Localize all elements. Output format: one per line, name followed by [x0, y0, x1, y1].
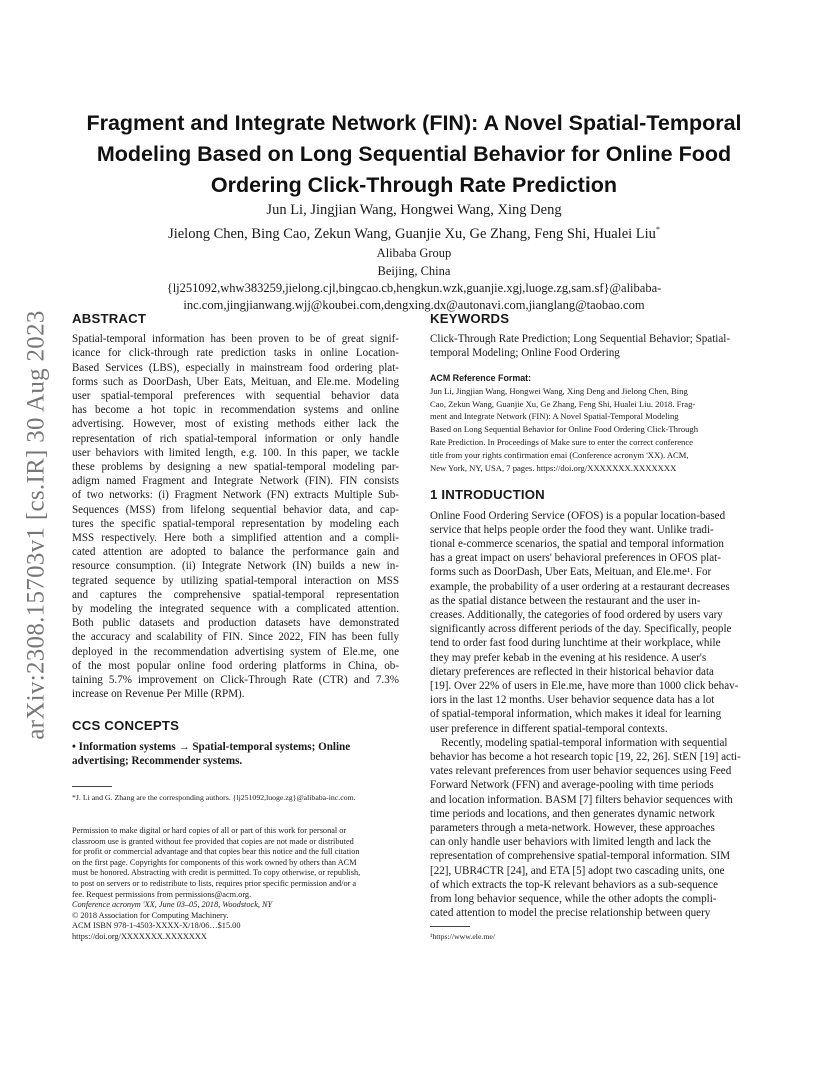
- right-column: [430, 312, 757, 942]
- url-footnote: [430, 926, 757, 942]
- email-line-2: inc.com,jingjianwang.wjj@koubei.com,dengxing.dx@autonavi.com,jianglang@taobao.com: [183, 297, 645, 312]
- intro-line: representation of comprehensive spatial-temporal information. SIM: [430, 850, 731, 863]
- footnote-rule: [72, 786, 112, 787]
- abstract-line: adigm named Fragment and Integrate Network (FIN). FIN consists: [72, 475, 399, 488]
- abstract-line: tures the specific spatial-temporal representation by modeling each: [72, 517, 399, 530]
- intro-line: has a great impact on users' behavioral preferences in OFOS plat-: [430, 552, 721, 565]
- abstract-line: deployed in the recommendation advertising system of Ele.me, one: [72, 645, 399, 658]
- acm-reference-line: Rate Prediction. In Proceedings of Make sure to enter the correct conference: [430, 437, 693, 447]
- ccs-line: advertising; Recommender systems.: [72, 754, 243, 767]
- intro-line: vates relevant preferences from user behavior sequences using Feed: [430, 765, 732, 778]
- intro-line: dietary preferences are reflected in their historical behavior data: [430, 665, 714, 678]
- email-line-1: {lj251092,whw383259,jielong.cjl,bingcao.cb,hengkun.wzk,guanjie.xgj,luoge.zg,sam.sf}@alibaba-: [166, 280, 662, 295]
- acm-reference-line: Jun Li, Jingjian Wang, Hongwei Wang, Xing Deng and Jielong Chen, Bing: [430, 385, 688, 396]
- intro-line: significantly across different periods of the day. Specifically, people: [430, 623, 732, 636]
- abstract-line: Spatial-temporal information has been proven to be of great signif-: [72, 333, 399, 346]
- intro-line: cated attention to model the precise relationship between query: [430, 907, 711, 920]
- intro-line: Forward Network (FFN) and average-pooling with time periods: [430, 779, 714, 792]
- keywords-line: Click-Through Rate Prediction; Long Sequential Behavior; Spatial-: [430, 333, 731, 346]
- acm-reference-text: [430, 385, 757, 475]
- abstract-line: user spatial-temporal preferences with sequential behavior data: [72, 390, 399, 403]
- abstract-text: [72, 332, 399, 701]
- acm-reference-heading: ACM Reference Format:: [430, 372, 532, 383]
- ccs-text: [72, 740, 399, 768]
- abstract-line: of the most popular online food ordering platforms in China, ob-: [72, 659, 399, 672]
- corresponding-mark: *: [655, 225, 660, 234]
- title-line: Ordering Click-Through Rate Prediction: [210, 173, 618, 197]
- left-column: [72, 312, 399, 943]
- ccs-heading: CCS CONCEPTS: [72, 718, 180, 734]
- ccs-line: • Information systems → Spatial-temporal systems; Online: [72, 740, 351, 753]
- intro-line: service that helps people order the food they want. Unlike tradi-: [430, 523, 714, 536]
- acm-reference-line: Based on Long Sequential Behavior for Online Food Ordering Click-Through: [430, 424, 699, 435]
- permission-line: Permission to make digital or hard copies of all or part of this work for personal or: [72, 826, 347, 836]
- abstract-line: by modeling the integrated sequence with a complicated attention.: [72, 603, 399, 616]
- intro-line: Online Food Ordering Service (OFOS) is a popular location-based: [430, 509, 726, 522]
- permission-line: for profit or commercial advantage and that copies bear this notice and the full citation: [72, 847, 360, 857]
- author-line-2: [60, 220, 768, 244]
- copyright-line: © 2018 Association for Computing Machinery.: [72, 910, 229, 920]
- author-line-1: Jun Li, Jingjian Wang, Hongwei Wang, Xing Deng: [266, 202, 562, 218]
- permission-block: [72, 826, 399, 943]
- intro-line: parameters through a meta-network. However, these approaches: [430, 822, 715, 835]
- intro-line: can only handle user behaviors with limited length and lack the: [430, 836, 711, 849]
- arxiv-identifier: arXiv:2308.15703v1 [cs.IR] 30 Aug 2023: [23, 310, 51, 740]
- abstract-line: of two networks: (i) Fragment Network (FN) extracts Multiple Sub-: [72, 489, 399, 502]
- corresponding-footnote-text: *J. Li and G. Zhang are the corresponding authors. {lj251092,luoge.zg}@alibaba-inc.com.: [72, 793, 356, 803]
- footnote-rule: [430, 926, 470, 927]
- abstract-line: representation of rich spatial-temporal information or only handle: [72, 432, 399, 445]
- permission-line: fee. Request permissions from permissions@acm.org.: [72, 889, 252, 899]
- arxiv-stamp: [12, 290, 62, 760]
- introduction-text: [430, 509, 757, 921]
- author-names: Jielong Chen, Bing Cao, Zekun Wang, Guanjie Xu, Ge Zhang, Feng Shi, Hualei Liu: [168, 225, 656, 242]
- intro-line: iors in the last 12 months. User behavior sequence data has a lot: [430, 694, 715, 707]
- keywords-line: temporal Modeling; Online Food Ordering: [430, 347, 620, 360]
- abstract-line: icance for click-through rate prediction tasks in online Location-: [72, 347, 399, 360]
- url-footnote-text: ¹https://www.ele.me/: [430, 932, 496, 942]
- abstract-heading: ABSTRACT: [72, 311, 147, 326]
- title-line: Fragment and Integrate Network (FIN): A Novel Spatial-Temporal: [86, 111, 742, 135]
- abstract-line: taining 5.7% improvement on Click-Through Rate (CTR) and 7.3%: [72, 674, 399, 687]
- acm-reference-line: title from your rights confirmation emai (Conference acronym 'XX). ACM,: [430, 449, 689, 460]
- permission-line: must be honored. Abstracting with credit is permitted. To copy otherwise, or republish,: [72, 868, 361, 878]
- paper-title: [60, 108, 768, 201]
- abstract-line: Sequences (MSS) from lifelong sequential behavior data, and cap-: [72, 503, 399, 516]
- abstract-line: Based Services (LBS), especially in mainstream food ordering plat-: [72, 361, 399, 374]
- intro-line: tend to order fast food during lunchtime at their workplace, while: [430, 637, 721, 650]
- title-line: Modeling Based on Long Sequential Behavior for Online Food: [96, 142, 732, 166]
- acm-reference-line: Cao, Zekun Wang, Guanjie Xu, Ge Zhang, Feng Shi, Hualei Liu. 2018. Frag-: [430, 398, 696, 409]
- abstract-line: increase on Revenue Per Mille (RPM).: [72, 688, 245, 701]
- abstract-line: the accuracy and scalability of FIN. Since 2022, FIN has been fully: [72, 631, 399, 644]
- permission-line: to post on servers or to redistribute to lists, requires prior specific permission and/or a: [72, 879, 357, 889]
- location: Beijing, China: [377, 263, 451, 278]
- affiliation: Alibaba Group: [376, 245, 452, 260]
- doi-line: https://doi.org/XXXXXXX.XXXXXXX: [72, 932, 207, 942]
- intro-line: time periods and locations, and then generates dynamic network: [430, 807, 715, 820]
- intro-line: [19]. Over 22% of users in Ele.me, have more than 1000 click behav-: [430, 680, 739, 693]
- abstract-line: user behaviors with limited length, e.g. 100. In this paper, we tackle: [72, 446, 399, 459]
- abstract-line: forms such as DoorDash, Uber Eats, Meituan, and Ele.me. Modeling: [72, 375, 399, 388]
- intro-line: creases. Additionally, the categories of food ordered by users vary: [430, 609, 723, 622]
- intro-line: of spatial-temporal information, which makes it ideal for learning: [430, 708, 722, 721]
- intro-line: behavior has become a hot research topic [19, 22, 26]. StEN [19] acti-: [430, 751, 741, 764]
- acm-reference-line: ment and Integrate Network (FIN): A Novel Spatial-Temporal Modeling: [430, 411, 679, 422]
- intro-line: and location information. BASM [7] filters behavior sequences with: [430, 793, 733, 806]
- intro-line: tional e-commerce scenarios, the spatial and temporal information: [430, 538, 724, 550]
- author-block: [60, 201, 768, 314]
- keywords-heading: KEYWORDS: [430, 311, 510, 326]
- intro-line: example, the probability of a user ordering at a restaurant decreases: [430, 580, 730, 593]
- intro-line: from long behavior sequence, while the other adopts the compli-: [430, 893, 717, 906]
- abstract-line: and captures the comprehensive spatial-temporal representation: [72, 588, 399, 601]
- conference-line: Conference acronym 'XX, June 03–05, 2018, Woodstock, NY: [72, 900, 273, 910]
- acm-reference-line: New York, NY, USA, 7 pages. https://doi.org/XXXXXXX.XXXXXXX: [430, 462, 677, 473]
- keywords-text: [430, 332, 757, 360]
- abstract-line: Both public datasets and production datasets have demonstrated: [72, 617, 399, 630]
- permission-line: classroom use is granted without fee provided that copies are not made or distributed: [72, 836, 354, 846]
- abstract-line: tegrated sequence by utilizing spatial-temporal interaction on MSS: [72, 574, 399, 587]
- abstract-line: resource consumption. (ii) Integrate Network (IN) builds a new in-: [72, 560, 399, 573]
- isbn-line: ACM ISBN 978-1-4503-XXXX-X/18/06…$15.00: [72, 921, 241, 931]
- intro-line: they may prefer kebab in the evening at his residence. A user's: [430, 651, 707, 664]
- intro-line: forms such as DoorDash, Uber Eats, Meituan, and Ele.me¹. For: [430, 566, 712, 579]
- abstract-line: advertising. However, most of existing methods either lack the: [72, 418, 399, 431]
- abstract-line: these problems by designing a new spatial-temporal modeling par-: [72, 461, 399, 474]
- abstract-line: cated attention are adopted to balance the performance gain and: [72, 546, 399, 559]
- intro-line: user preference in different spatial-temporal contexts.: [430, 722, 668, 735]
- abstract-line: has become a hot topic in recommendation systems and online: [72, 404, 399, 417]
- intro-line: of which extracts the top-K relevant behaviors as a sub-sequence: [430, 878, 719, 891]
- corresponding-footnote: [72, 786, 399, 803]
- intro-line: [22], UBR4CTR [24], and ETA [5] adopt two cascading units, one: [430, 864, 725, 877]
- intro-line: Recently, modeling spatial-temporal information with sequential: [430, 736, 728, 749]
- permission-line: on the first page. Copyrights for components of this work owned by others than ACM: [72, 857, 357, 867]
- introduction-heading: 1 INTRODUCTION: [430, 487, 545, 503]
- intro-line: as the spatial distance between the restaurant and the user in-: [430, 594, 701, 607]
- abstract-line: MSS respectively. Here both a simplified attention and a compli-: [72, 532, 399, 545]
